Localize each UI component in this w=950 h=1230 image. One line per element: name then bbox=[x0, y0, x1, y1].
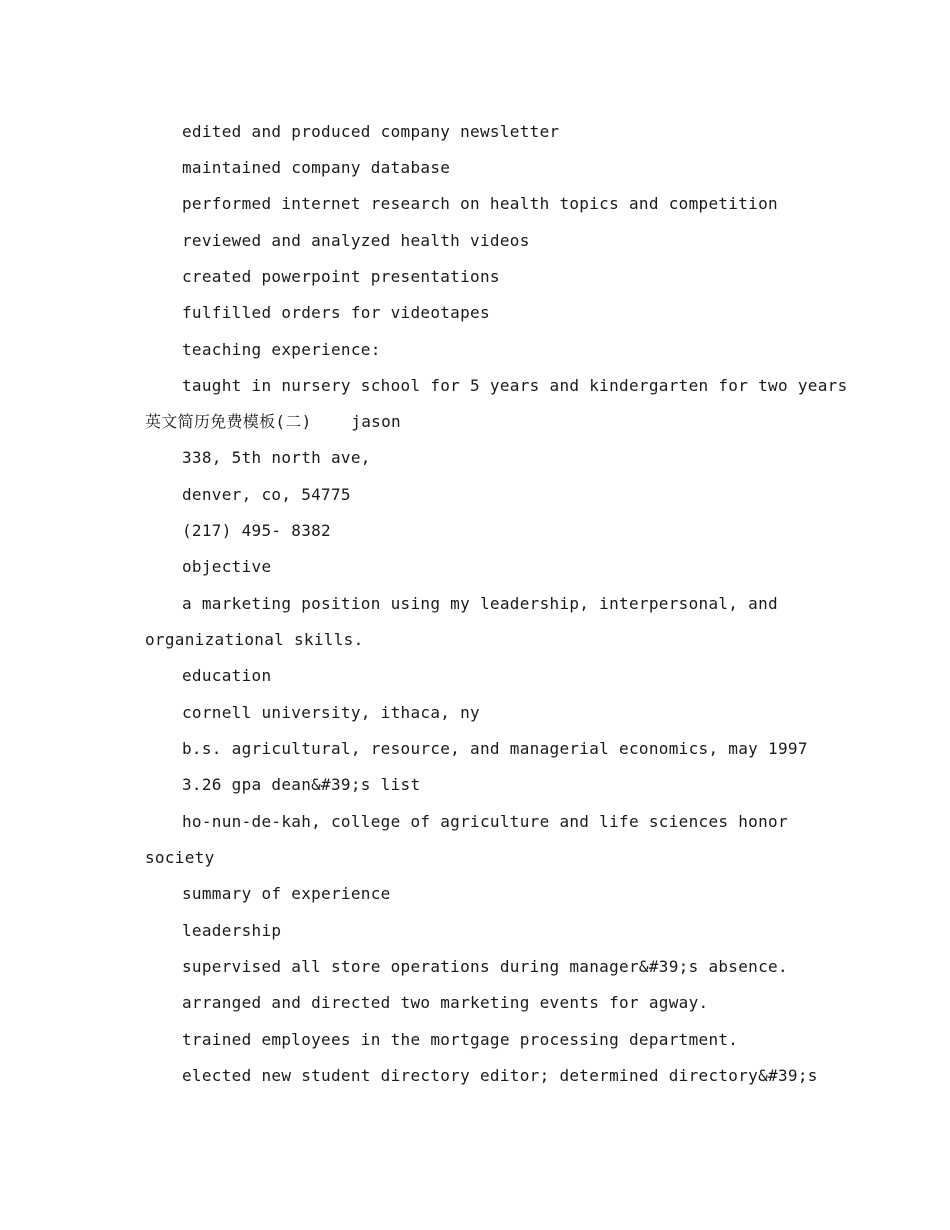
resume-title: 英文简历免费模板(二) jason bbox=[145, 412, 401, 431]
text-line: performed internet research on health topics and competition bbox=[182, 194, 778, 213]
text-line: taught in nursery school for 5 years and kindergarten for two years bbox=[182, 376, 848, 395]
section-heading: objective bbox=[182, 557, 272, 576]
text-line: maintained company database bbox=[182, 158, 451, 177]
text-line: a marketing position using my leadership, interpersonal, and bbox=[182, 594, 778, 613]
text-line: created powerpoint presentations bbox=[182, 267, 500, 286]
text-line: reviewed and analyzed health videos bbox=[182, 231, 530, 250]
text-line: cornell university, ithaca, ny bbox=[182, 703, 480, 722]
text-line: elected new student directory editor; determined directory&#39;s bbox=[182, 1066, 818, 1085]
text-line: society bbox=[145, 848, 215, 867]
text-line: fulfilled orders for videotapes bbox=[182, 303, 490, 322]
text-line: b.s. agricultural, resource, and managerial economics, may 1997 bbox=[182, 739, 808, 758]
text-line: organizational skills. bbox=[145, 630, 364, 649]
text-line: edited and produced company newsletter bbox=[182, 122, 560, 141]
text-line: arranged and directed two marketing events for agway. bbox=[182, 993, 709, 1012]
text-line: 3.26 gpa dean&#39;s list bbox=[182, 775, 421, 794]
section-heading: education bbox=[182, 666, 272, 685]
address-line: 338, 5th north ave, bbox=[182, 448, 371, 467]
address-line: denver, co, 54775 bbox=[182, 485, 351, 504]
text-line: ho-nun-de-kah, college of agriculture and life sciences honor bbox=[182, 812, 788, 831]
section-heading: teaching experience: bbox=[182, 340, 381, 359]
text-line: trained employees in the mortgage processing department. bbox=[182, 1030, 739, 1049]
section-heading: leadership bbox=[182, 921, 282, 940]
section-heading: summary of experience bbox=[182, 884, 391, 903]
phone-line: (217) 495- 8382 bbox=[182, 521, 331, 540]
text-line: supervised all store operations during manager&#39;s absence. bbox=[182, 957, 788, 976]
